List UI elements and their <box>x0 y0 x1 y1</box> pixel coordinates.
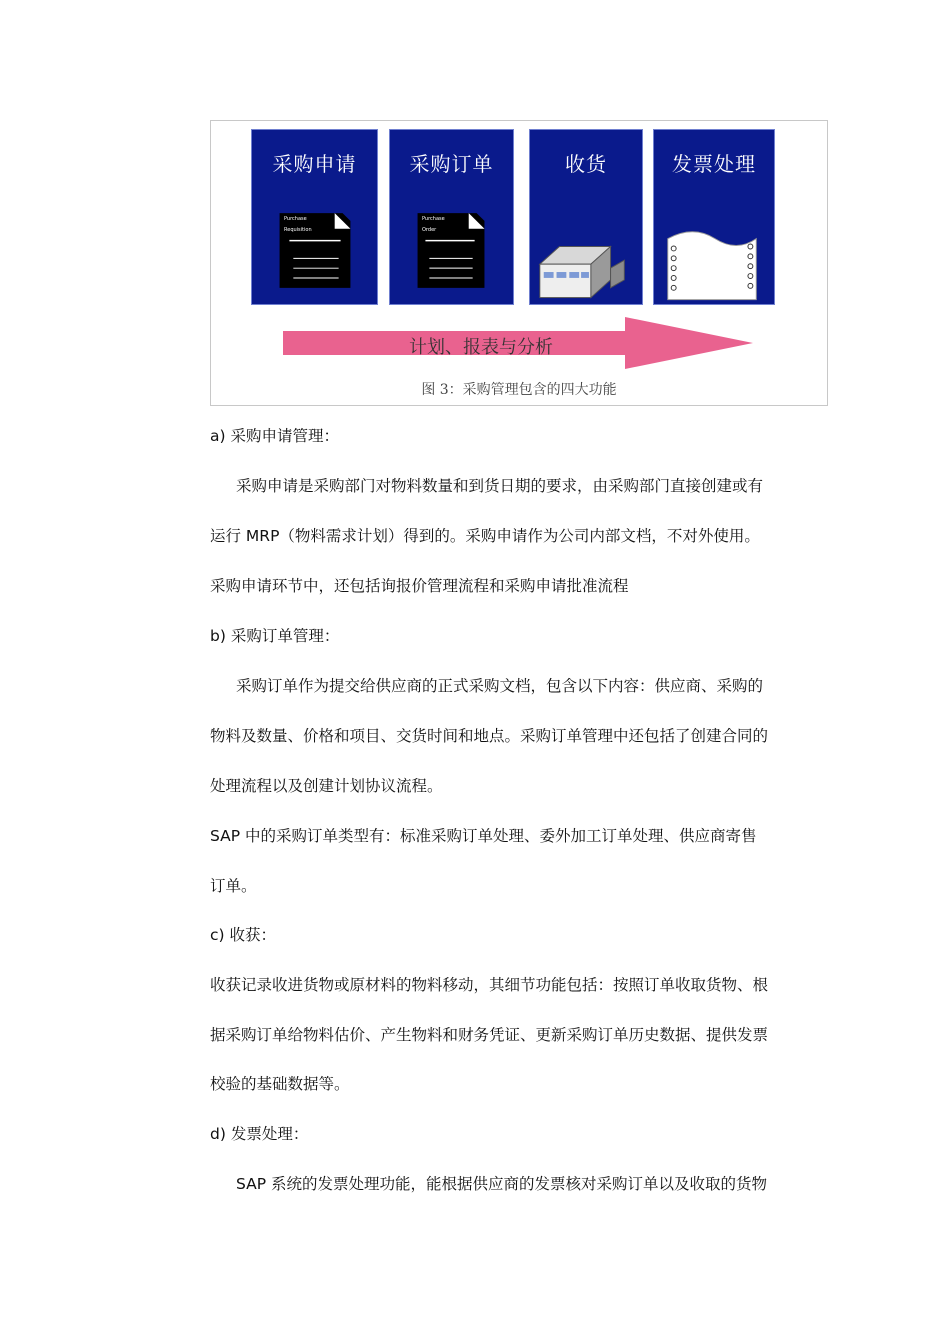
doc-text-line-1: Purchase <box>284 216 307 222</box>
paragraph-line: 处理流程以及创建计划协议流程。 <box>210 777 443 795</box>
panel-purchase-requisition <box>251 129 378 305</box>
panel-purchase-order <box>389 129 514 305</box>
panel-title: 采购订单 <box>409 152 494 176</box>
paragraph-line: SAP 中的采购订单类型有：标准采购订单处理、委外加工订单处理、供应商寄售 <box>210 827 757 845</box>
paragraph-line: 据采购订单给物料估价、产生物料和财务凭证、更新采购订单历史数据、提供发票 <box>210 1026 769 1044</box>
paragraph-line: 采购订单作为提交给供应商的正式采购文档，包含以下内容：供应商、采购的 <box>236 677 764 695</box>
panel-title: 采购申请 <box>272 152 357 176</box>
figure-four-functions <box>210 120 828 406</box>
invoice-paper-icon <box>654 130 774 304</box>
doc-text-line-2: Requisition <box>284 227 312 233</box>
document-icon <box>390 130 513 304</box>
paragraph-line: 校验的基础数据等。 <box>210 1075 350 1093</box>
arrow-label: 计划、报表与分析 <box>409 337 553 358</box>
section-heading-c: c) 收获： <box>210 926 276 944</box>
doc-text-line-2: Order <box>422 227 437 233</box>
paragraph-line: 采购申请是采购部门对物料数量和到货日期的要求，由采购部门直接创建或有 <box>236 477 764 495</box>
section-heading-a: a) 采购申请管理： <box>210 427 339 445</box>
paragraph-line: 运行 MRP（物料需求计划）得到的。采购申请作为公司内部文档，不对外使用。 <box>210 527 760 545</box>
panel-title: 收货 <box>565 152 607 176</box>
figure-caption: 图 3：采购管理包含的四大功能 <box>421 382 617 398</box>
panel-title: 发票处理 <box>672 152 756 176</box>
paragraph-line: 订单。 <box>210 877 257 895</box>
section-heading-d: d) 发票处理： <box>210 1125 309 1143</box>
panel-goods-receipt <box>529 129 643 305</box>
document-icon <box>252 130 377 304</box>
paragraph-line: 物料及数量、价格和项目、交货时间和地点。采购订单管理中还包括了创建合同的 <box>210 727 769 745</box>
paragraph-line: 采购申请环节中，还包括询报价管理流程和采购申请批准流程 <box>210 577 629 595</box>
paragraph-line: SAP 系统的发票处理功能，能根据供应商的发票核对采购订单以及收取的货物 <box>236 1175 768 1193</box>
warehouse-icon <box>530 130 642 304</box>
doc-text-line-1: Purchase <box>422 216 445 222</box>
panel-invoice-processing <box>653 129 775 305</box>
section-heading-b: b) 采购订单管理： <box>210 627 340 645</box>
paragraph-line: 收获记录收进货物或原材料的物料移动，其细节功能包括：按照订单收取货物、根 <box>210 976 769 994</box>
